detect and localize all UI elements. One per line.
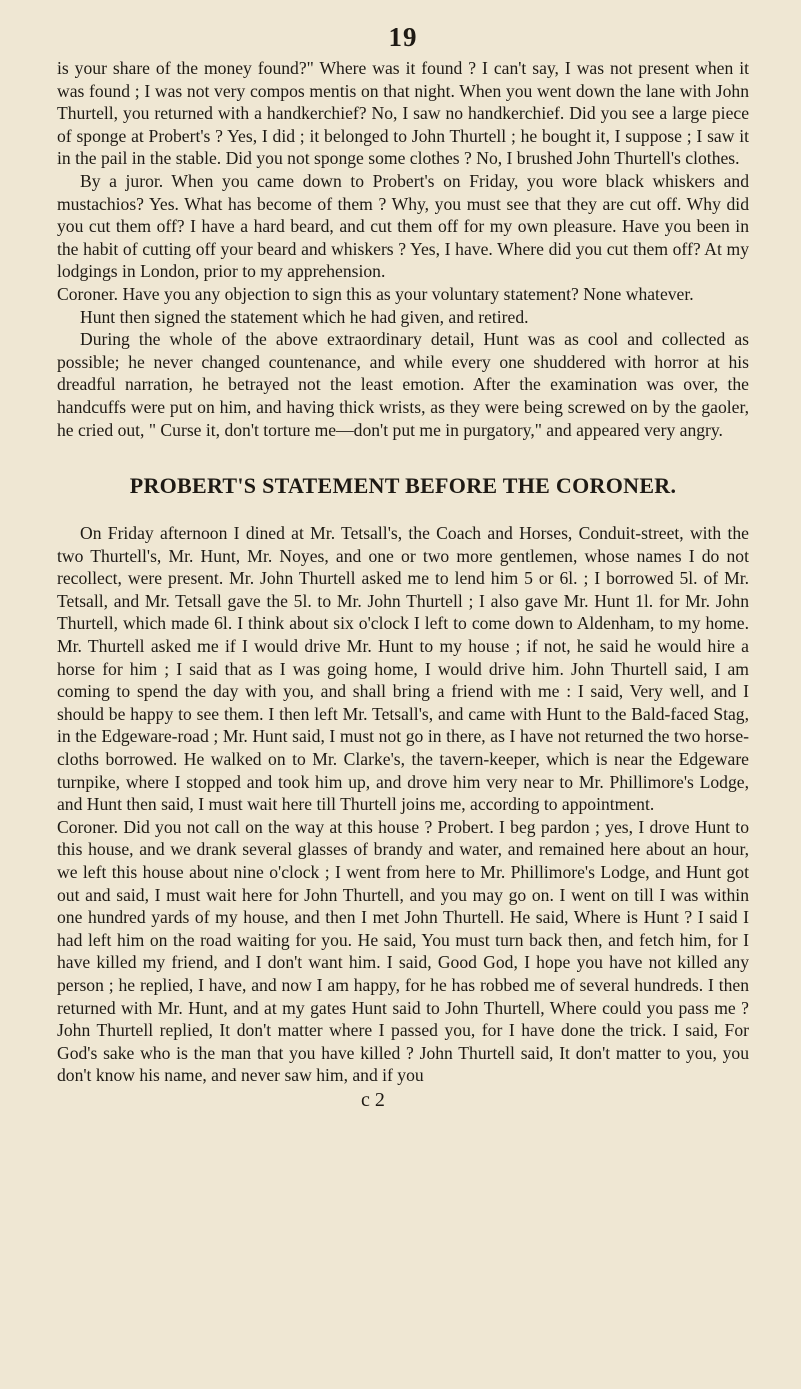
paragraph-hunt-answers: is your share of the money found?" Where was it found ? I can't say, I was not present when it was found ; I was not very compos mentis on that night. When you went down the lane with John Thurtell, you returned with a handkerchief? No, I saw no handkerchief. Did you see a large piece of sponge at Probert's ? Yes, I did ; it belonged to John Thurtell ; he bought it, I suppose ; I saw it in the pail in the stable. Did you not sponge some clothes ? No, I brushed John Thurtell's clothes.: [57, 58, 749, 169]
paragraph-coroner-probert-exchange: Coroner. Did you not call on the way at this house ? Probert. I beg pardon ; yes, I drove Hunt to this house, and we drank several glasses of brandy and water, and remained here about an hour, we left this house about nine o'clock ; I went from here to Mr. Phillimore's Lodge, and Hunt got out and said, I must wait here for John Thurtell, and you may go on. I went on till I was within one hundred yards of my house, and then I met John Thurtell. He said, Where is Hunt ? I said I had left him on the road waiting for you. He said, You must turn back then, and fetch him, for I have killed my friend, and I don't want him. I said, Good God, I hope you have not killed any person ; he replied, I have, and now I am happy, for he has robbed me of several hundreds. I then returned with Mr. Hunt, and at my gates Hunt said to John Thurtell, Where could you pass me ? John Thurtell replied, It don't matter where I passed you, for I have done the trick. I said, For God's sake who is the man that you have killed ? John Thurtell said, It don't matter to you, you don't know his name, and never saw him, and if you: [57, 816, 749, 1086]
page-number: 19: [388, 22, 418, 52]
paragraph-hunt-demeanour: During the whole of the above extraordinary detail, Hunt was as cool and collected as possible; he never changed countenance, and while every one shuddered with horror at his dreadful narration, he betrayed not the least emotion. After the examination was over, the handcuffs were put on him, and having thick wrists, as they were being screwed on by the gaoler, he cried out, " Curse it, don't torture me—don't put me in purgatory," and appeared very angry.: [57, 329, 749, 440]
paragraph-hunt-signed: Hunt then signed the statement which he had given, and retired.: [80, 306, 529, 327]
signature-mark: c 2: [361, 1088, 385, 1111]
section-heading: PROBERT'S STATEMENT BEFORE THE CORONER.: [129, 473, 677, 499]
paragraph-juror-questions: By a juror. When you came down to Probert's on Friday, you wore black whiskers and mustachios? Yes. What has become of them ? Why, you must see that they are cut off. Why did you cut them off? I have a hard beard, and cut them off for my own pleasure. Have you been in the habit of cutting off your beard and whiskers ? Yes, I have. Where did you cut them off? At my lodgings in London, prior to my apprehension.: [57, 170, 749, 282]
paragraph-probert-statement: On Friday afternoon I dined at Mr. Tetsall's, the Coach and Horses, Conduit-street, with the two Thurtell's, Mr. Hunt, Mr. Noyes, and one or two more gentlemen, whose names I do not recollect, were present. Mr. John Thurtell asked me to lend him 5 or 6l. ; I borrowed 5l. of Mr. Tetsall, and Mr. Tetsall gave the 5l. to Mr. John Thurtell ; I also gave Mr. Hunt 1l. for Mr. John Thurtell, which made 6l. I think about six o'clock I left to come down to Aldenham, to my home. Mr. Thurtell asked me if I would drive Mr. Hunt to my house ; if not, he said he would hire a horse for him ; I said that as I was going home, I would drive him. John Thurtell said, I am coming to spend the day with you, and shall bring a friend with me : I said, Very well, and I should be happy to see them. I then left Mr. Tetsall's, and came with Hunt to the Bald-faced Stag, in the Edgeware-road ; Mr. Hunt said, I must not go in there, as I have not returned the two horse-cloths borrowed. He walked on to Mr. Clarke's, the tavern-keeper, which is near the Edgeware turnpike, where I stopped and took him up, and drove him very near to Mr. Phillimore's Lodge, and Hunt then said, I must wait here till Thurtell joins me, according to appointment.: [57, 523, 749, 815]
paragraph-coroner-question: Coroner. Have you any objection to sign this as your voluntary statement? None whatever.: [57, 283, 694, 304]
